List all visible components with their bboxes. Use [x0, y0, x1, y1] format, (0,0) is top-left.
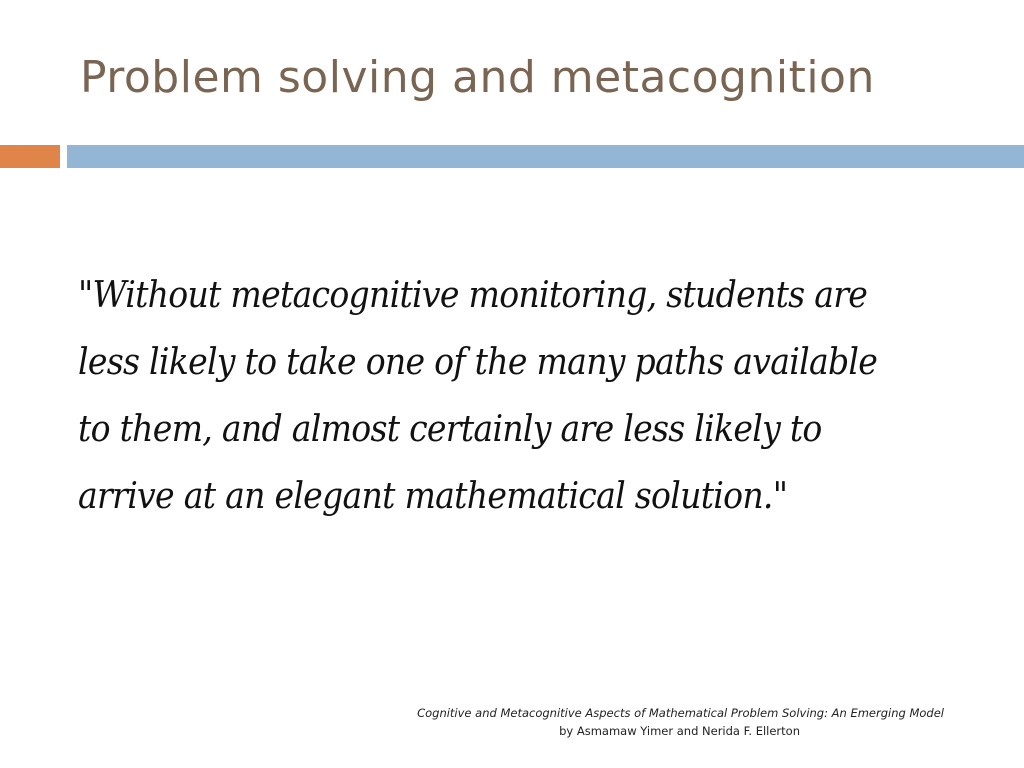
citation-authors: by Asmamaw Yimer and Nerida F. Ellerton [559, 724, 800, 738]
quote-line: to them, and almost certainly are less likely to [78, 409, 822, 450]
slide-title: Problem solving and metacognition [80, 52, 875, 103]
quote-block [78, 262, 906, 530]
citation [417, 704, 944, 740]
quote-line: arrive at an elegant mathematical solution." [78, 476, 788, 517]
accent-bar-orange [0, 145, 60, 168]
quote-line: less likely to take one of the many paths available [78, 342, 878, 383]
accent-bar-blue [67, 145, 1024, 168]
citation-title: Cognitive and Metacognitive Aspects of Mathematical Problem Solving: An Emerging Model [417, 706, 944, 720]
quote-line: "Without metacognitive monitoring, students are [78, 275, 868, 316]
